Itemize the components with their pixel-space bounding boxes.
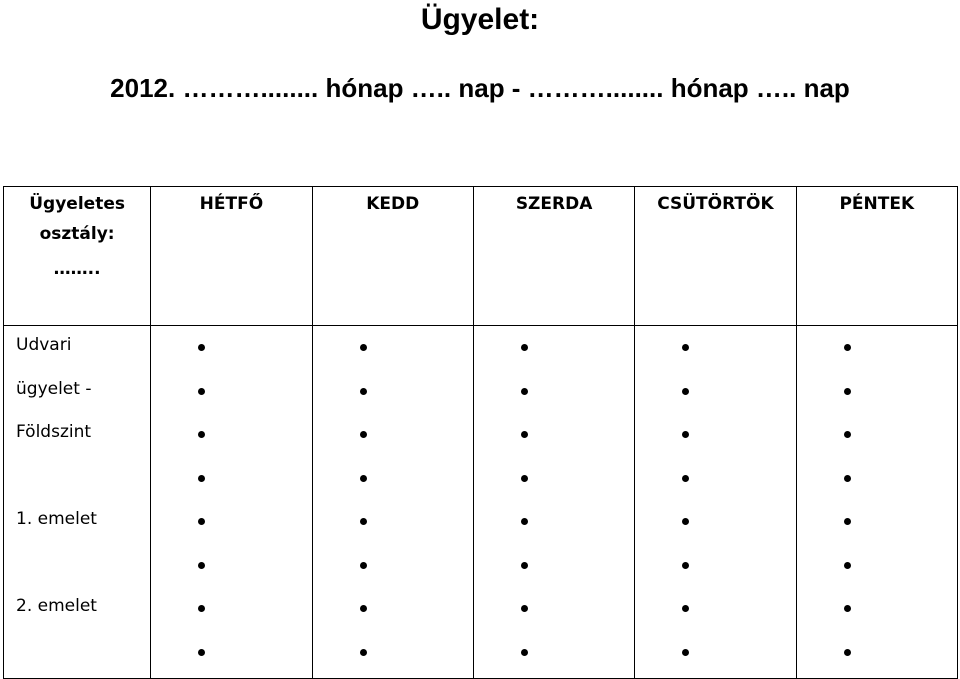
bullet-icon [360,431,367,438]
bullet-item [313,413,473,457]
bullet-item [151,413,311,457]
floor-label: Földszint [16,422,92,442]
bullet-icon [521,388,528,395]
bullet-item [474,370,634,414]
bullet-item [474,631,634,675]
floor-list [4,326,150,678]
header-label-cell [4,187,151,326]
bullet-item [151,457,311,501]
floor-label: 2. emelet [16,596,97,616]
bullet-item [474,457,634,501]
bullet-icon [682,562,689,569]
bullet-icon [198,431,205,438]
bullet-item [797,370,957,414]
bullet-icon [844,344,851,351]
day-label: CSÜTÖRTÖK [657,194,774,214]
bullet-item [313,370,473,414]
day-label: KEDD [366,194,420,214]
table-header-row [4,187,958,326]
bullet-icon [844,431,851,438]
day-header-thursday [635,187,796,326]
bullet-icon [198,649,205,656]
bullet-list [635,326,795,674]
bullet-icon [682,431,689,438]
page-title: Ügyelet: [420,3,540,36]
bullet-item [313,457,473,501]
duty-department-label-line2: osztály: [39,224,115,244]
bullet-item [151,544,311,588]
bullet-item [797,587,957,631]
bullet-item [151,500,311,544]
bullet-item [635,544,795,588]
bullet-item [635,500,795,544]
bullet-item [151,370,311,414]
bullet-item [474,500,634,544]
bullet-icon [360,518,367,525]
day-label: SZERDA [515,194,593,214]
floor-label [16,635,150,679]
bullet-list [797,326,957,674]
bullet-icon [844,649,851,656]
bullet-item [313,587,473,631]
bullet-icon [521,344,528,351]
bullet-item [313,631,473,675]
day-cell-friday [796,326,957,679]
day-label: PÉNTEK [839,194,915,214]
bullet-icon [682,475,689,482]
table-body-row [4,326,958,679]
bullet-item [797,544,957,588]
bullet-icon [360,344,367,351]
bullet-icon [198,388,205,395]
floor-list-cell [4,326,151,679]
bullet-icon [521,518,528,525]
bullet-icon [360,562,367,569]
day-header-wednesday [473,187,634,326]
bullet-item [797,413,957,457]
bullet-icon [198,562,205,569]
floor-label: 1. emelet [16,509,97,529]
bullet-item [797,326,957,370]
bullet-item [313,326,473,370]
bullet-item [313,544,473,588]
bullet-item [474,587,634,631]
floor-label [16,461,150,505]
bullet-icon [198,344,205,351]
bullet-icon [521,649,528,656]
day-header-tuesday [312,187,473,326]
duty-department-label [4,187,150,249]
duty-department-placeholder: …….. [53,259,101,279]
bullet-icon [198,518,205,525]
bullet-icon [198,475,205,482]
bullet-icon [360,649,367,656]
day-label: HÉTFŐ [199,194,264,214]
bullet-item [635,370,795,414]
bullet-icon [521,475,528,482]
bullet-item [635,326,795,370]
bullet-icon [844,562,851,569]
bullet-icon [682,649,689,656]
bullet-item [474,544,634,588]
bullet-item [151,587,311,631]
day-cell-monday [151,326,312,679]
bullet-list [151,326,311,674]
bullet-icon [521,431,528,438]
bullet-list [474,326,634,674]
bullet-icon [682,344,689,351]
bullet-item [151,631,311,675]
day-cell-wednesday [473,326,634,679]
bullet-icon [844,605,851,612]
date-range-line: 2012. ………........ hónap ….. nap - ………........ hónap ….. nap [110,73,850,103]
duty-schedule-table [3,186,958,679]
day-cell-tuesday [312,326,473,679]
bullet-item [797,457,957,501]
bullet-icon [682,518,689,525]
bullet-item [635,631,795,675]
bullet-item [635,457,795,501]
bullet-icon [360,605,367,612]
floor-label: Udvari [16,335,72,355]
bullet-icon [844,518,851,525]
day-header-monday [151,187,312,326]
bullet-icon [682,388,689,395]
bullet-icon [844,475,851,482]
floor-label [16,548,150,592]
bullet-icon [844,388,851,395]
bullet-item [797,631,957,675]
bullet-list [313,326,473,674]
bullet-icon [521,605,528,612]
bullet-item [474,326,634,370]
floor-label: ügyelet - [16,378,92,399]
bullet-item [151,326,311,370]
bullet-icon [521,562,528,569]
day-header-friday [796,187,957,326]
bullet-item [797,500,957,544]
bullet-icon [360,475,367,482]
day-cell-thursday [635,326,796,679]
bullet-icon [198,605,205,612]
bullet-icon [682,605,689,612]
bullet-item [313,500,473,544]
bullet-icon [360,388,367,395]
bullet-item [474,413,634,457]
duty-department-label-line1: Ügyeletes [29,194,125,214]
bullet-item [635,587,795,631]
bullet-item [635,413,795,457]
